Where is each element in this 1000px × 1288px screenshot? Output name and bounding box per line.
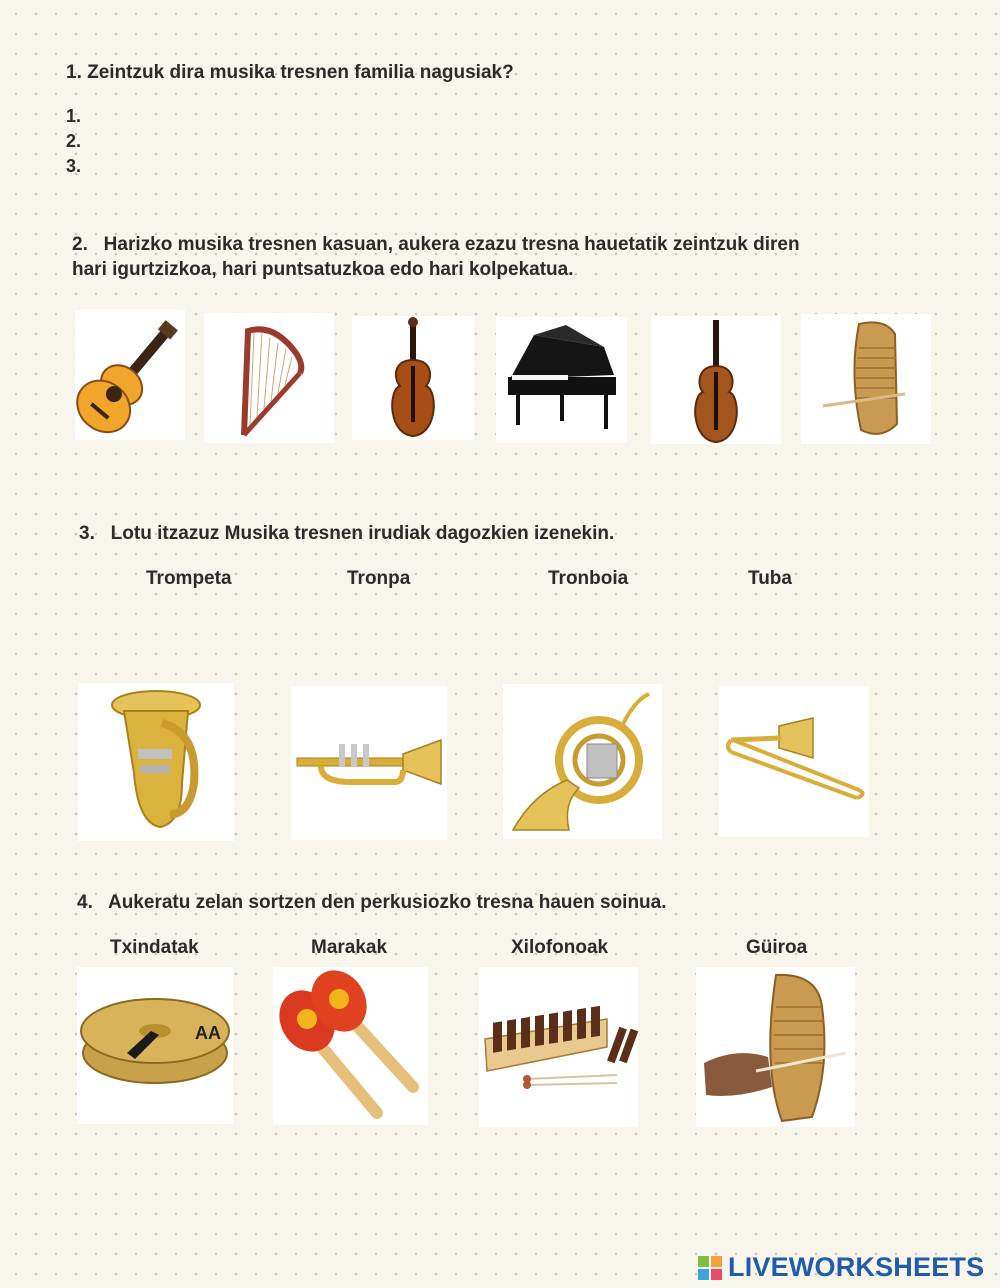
svg-text:AA: AA — [195, 1023, 221, 1043]
question-3-title: 3. Lotu itzazuz Musika tresnen irudiak dagozkien izenekin. — [79, 523, 615, 544]
label-tronpa[interactable]: Tronpa — [347, 568, 411, 589]
harp-image[interactable] — [204, 313, 334, 443]
answer-blank-3[interactable]: 3. — [66, 156, 82, 176]
grand-piano-icon — [496, 317, 627, 442]
label-marakak: Marakak — [311, 937, 388, 958]
guitar-image[interactable] — [75, 310, 185, 440]
violin-image[interactable] — [352, 316, 474, 440]
label-trompeta[interactable]: Trompeta — [146, 568, 232, 589]
cymbals-image[interactable] — [77, 967, 233, 1124]
guiro-image-2[interactable] — [696, 967, 855, 1127]
question-4-title: 4. Aukeratu zelan sortzen den perkusiozko tresna hauen soinua. — [77, 892, 667, 913]
harp-icon — [204, 313, 334, 443]
question-2-line-1: 2. Harizko musika tresnen kasuan, aukera ezazu tresna hauetatik zeintzuk diren — [72, 234, 800, 255]
label-tronboia[interactable]: Tronboia — [548, 568, 629, 589]
liveworksheets-logo — [698, 1252, 998, 1284]
guitar-icon — [75, 310, 185, 440]
label-txindatak: Txindatak — [110, 937, 199, 958]
label-tuba[interactable]: Tuba — [748, 568, 792, 589]
violin-icon — [352, 316, 474, 440]
cymbals-icon — [77, 967, 233, 1124]
xylophone-icon — [479, 967, 638, 1127]
label-guiroa: Güiroa — [746, 937, 808, 958]
guiro-icon — [696, 967, 855, 1127]
trombone-image[interactable] — [719, 686, 869, 837]
question-2-line-2: hari igurtzizkoa, hari puntsatuzkoa edo hari kolpekatua. — [72, 259, 574, 280]
french-horn-icon — [503, 684, 662, 839]
brand-name: LIVEWORKSHEETS — [728, 1252, 985, 1282]
label-xilofonoak: Xilofonoak — [511, 937, 609, 958]
answer-blank-2[interactable]: 2. — [66, 131, 82, 151]
question-1-title: 1. Zeintzuk dira musika tresnen familia nagusiak? — [66, 62, 514, 83]
xylophone-image[interactable] — [479, 967, 638, 1127]
tuba-icon — [78, 683, 234, 841]
grand-piano-image[interactable] — [496, 317, 627, 442]
answer-blank-1[interactable]: 1. — [66, 106, 82, 126]
liveworksheets-icon — [698, 1256, 722, 1280]
maracas-image[interactable] — [273, 967, 428, 1125]
french-horn-image[interactable] — [503, 684, 662, 839]
trumpet-icon — [291, 686, 447, 840]
trumpet-image[interactable] — [291, 686, 447, 840]
maracas-icon — [273, 967, 428, 1125]
tuba-image[interactable] — [78, 683, 234, 841]
double-bass-icon — [651, 316, 781, 444]
trombone-icon — [719, 686, 869, 837]
guiro-icon — [801, 314, 931, 444]
guiro-image-1[interactable] — [801, 314, 931, 444]
double-bass-image[interactable] — [651, 316, 781, 444]
